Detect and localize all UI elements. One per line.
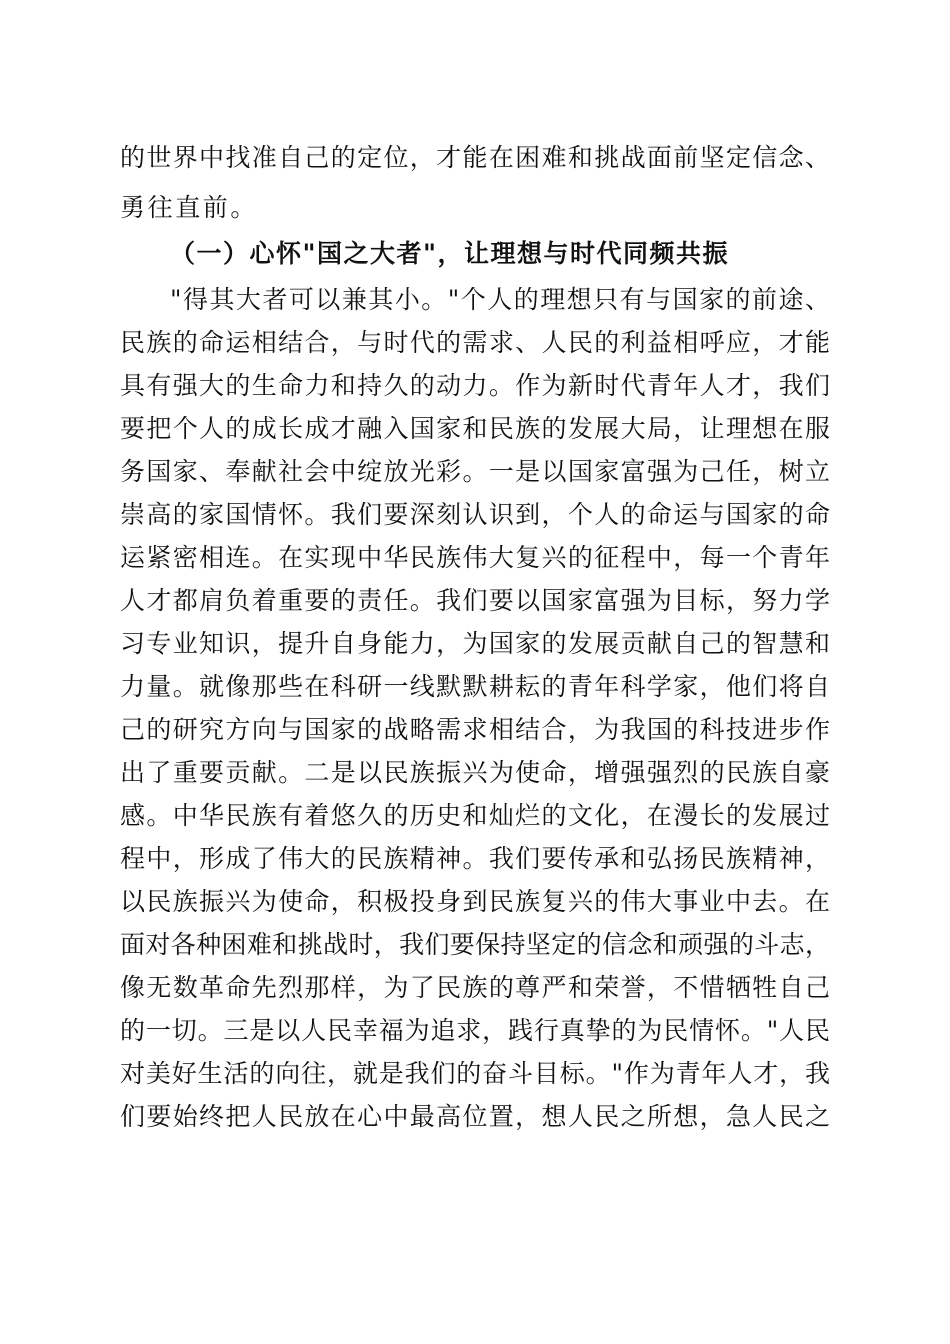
text-line: 像无数革命先烈那样，为了民族的尊严和荣誉，不惜牺牲自己 [120,973,830,1002]
text-line: 程中，形成了伟大的民族精神。我们要传承和弘扬民族精神， [120,844,830,873]
text-line: 人才都肩负着重要的责任。我们要以国家富强为目标，努力学 [120,586,830,615]
text-line: 力量。就像那些在科研一线默默耕耘的青年科学家，他们将自 [120,672,830,701]
text-line: 运紧密相连。在实现中华民族伟大复兴的征程中，每一个青年 [120,543,830,572]
text-line: 面对各种困难和挑战时，我们要保持坚定的信念和顽强的斗志， [120,930,830,959]
text-line: 己的研究方向与国家的战略需求相结合，为我国的科技进步作 [120,715,830,744]
text-line: 具有强大的生命力和持久的动力。作为新时代青年人才，我们 [120,371,830,400]
text-line: 要把个人的成长成才融入国家和民族的发展大局，让理想在服 [120,414,830,443]
text-line: 民族的命运相结合，与时代的需求、人民的利益相呼应，才能 [120,328,830,357]
text-line: 对美好生活的向往，就是我们的奋斗目标。"作为青年人才，我 [120,1059,830,1088]
text-line: 以民族振兴为使命，积极投身到民族复兴的伟大事业中去。在 [120,887,830,916]
text-line: 的一切。三是以人民幸福为追求，践行真挚的为民情怀。"人民 [120,1016,830,1045]
text-line: 的世界中找准自己的定位，才能在困难和挑战面前坚定信念、 [120,143,830,172]
text-line: 们要始终把人民放在心中最高位置，想人民之所想，急人民之 [120,1102,830,1131]
text-line: 务国家、奉献社会中绽放光彩。一是以国家富强为己任，树立 [120,457,830,486]
text-line: 感。中华民族有着悠久的历史和灿烂的文化，在漫长的发展过 [120,801,830,830]
text-line: 勇往直前。 [120,193,259,222]
text-line: 出了重要贡献。二是以民族振兴为使命，增强强烈的民族自豪 [120,758,830,787]
paragraph-first-line: "得其大者可以兼其小。"个人的理想只有与国家的前途、 [170,285,830,314]
text-line: 崇高的家国情怀。我们要深刻认识到，个人的命运与国家的命 [120,500,830,529]
section-heading: （一）心怀"国之大者"，让理想与时代同频共振 [170,239,730,268]
text-line: 习专业知识，提升自身能力，为国家的发展贡献自己的智慧和 [120,629,830,658]
